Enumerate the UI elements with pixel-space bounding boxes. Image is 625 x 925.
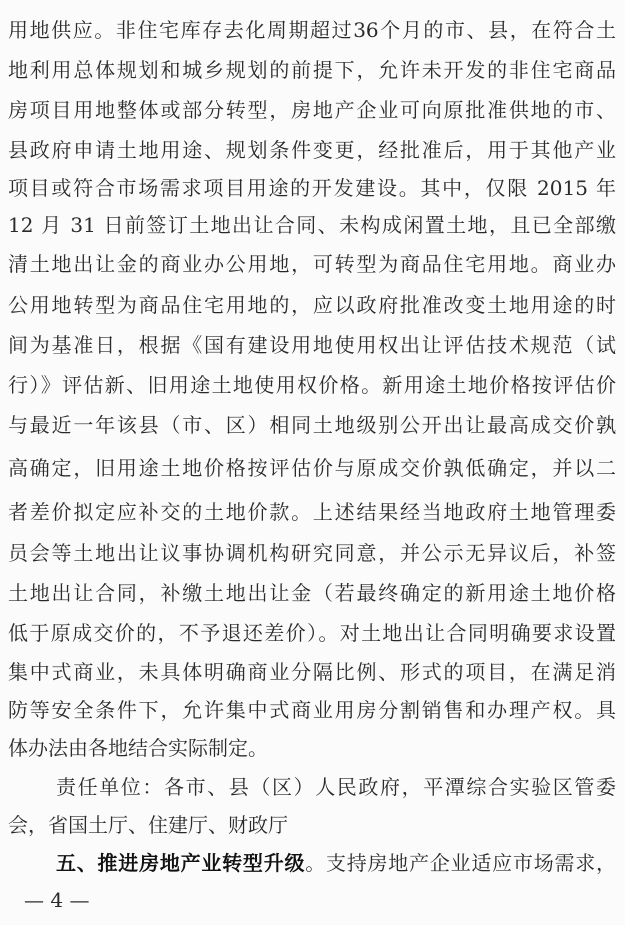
text-line: 地利用总体规划和城乡规划的前提下，允许未开发的非住宅商品 xyxy=(8,58,616,82)
section-text: 。支持房地产企业适应市场需求， xyxy=(305,851,617,875)
text-line: 项目或符合市场需求项目用途的开发建设。其中，仅限 2015 年 xyxy=(8,176,616,200)
text-line: 公用地转型为商品住宅用地的，应以政府批准改变土地用途的时 xyxy=(8,293,616,317)
section-heading: 五、推进房地产业转型升级 xyxy=(56,851,306,875)
text-line: 集中式商业，未具体明确商业分隔比例、形式的项目，在满足消 xyxy=(8,660,616,684)
section-five-line xyxy=(56,847,616,879)
text-line: 员会等土地出让议事协调机构研究同意，并公示无异议后，补签 xyxy=(8,541,616,565)
text-line: 清土地出让金的商业办公用地，可转型为商品住宅用地。商业办 xyxy=(8,252,616,276)
text-line: 高确定，旧用途土地价格按评估价与原成交价孰低确定，并以二 xyxy=(8,456,616,480)
page-number: — 4 — xyxy=(24,888,90,912)
text-line: 房项目用地整体或部分转型，房地产企业可向原批准供地的市、 xyxy=(8,98,616,122)
text-line: 防等安全条件下，允许集中式商业用房分割销售和办理产权。具 xyxy=(8,698,616,722)
text-line: 县政府申请土地用途、规划条件变更，经批准后，用于其他产业 xyxy=(8,138,616,162)
text-line: 用地供应。非住宅库存去化周期超过36个月的市、县，在符合土 xyxy=(8,18,616,42)
text-line: 土地出让合同，补缴土地出让金（若最终确定的新用途土地价格 xyxy=(8,581,616,605)
text-line: 间为基准日，根据《国有建设用地使用权出让评估技术规范（试 xyxy=(8,333,616,357)
text-line: 者差价拟定应补交的土地价款。上述结果经当地政府土地管理委 xyxy=(8,500,616,524)
text-line: 体办法由各地结合实际制定。 xyxy=(8,736,268,760)
text-line: 行）》评估新、旧用途土地使用权价格。新用途土地价格按评估价 xyxy=(8,373,616,397)
responsible-units-line: 会，省国土厅、住建厅、财政厅 xyxy=(8,813,288,837)
responsible-units-line: 责任单位：各市、县（区）人民政府，平潭综合实验区管委 xyxy=(56,775,616,799)
text-line: 12 月 31 日前签订土地出让合同、未构成闲置土地，且已全部缴 xyxy=(8,213,616,237)
text-line: 低于原成交价的，不予退还差价）。对土地出让合同明确要求设置 xyxy=(8,621,616,645)
text-line: 与最近一年该县（市、区）相同土地级别公开出让最高成交价孰 xyxy=(8,413,616,437)
